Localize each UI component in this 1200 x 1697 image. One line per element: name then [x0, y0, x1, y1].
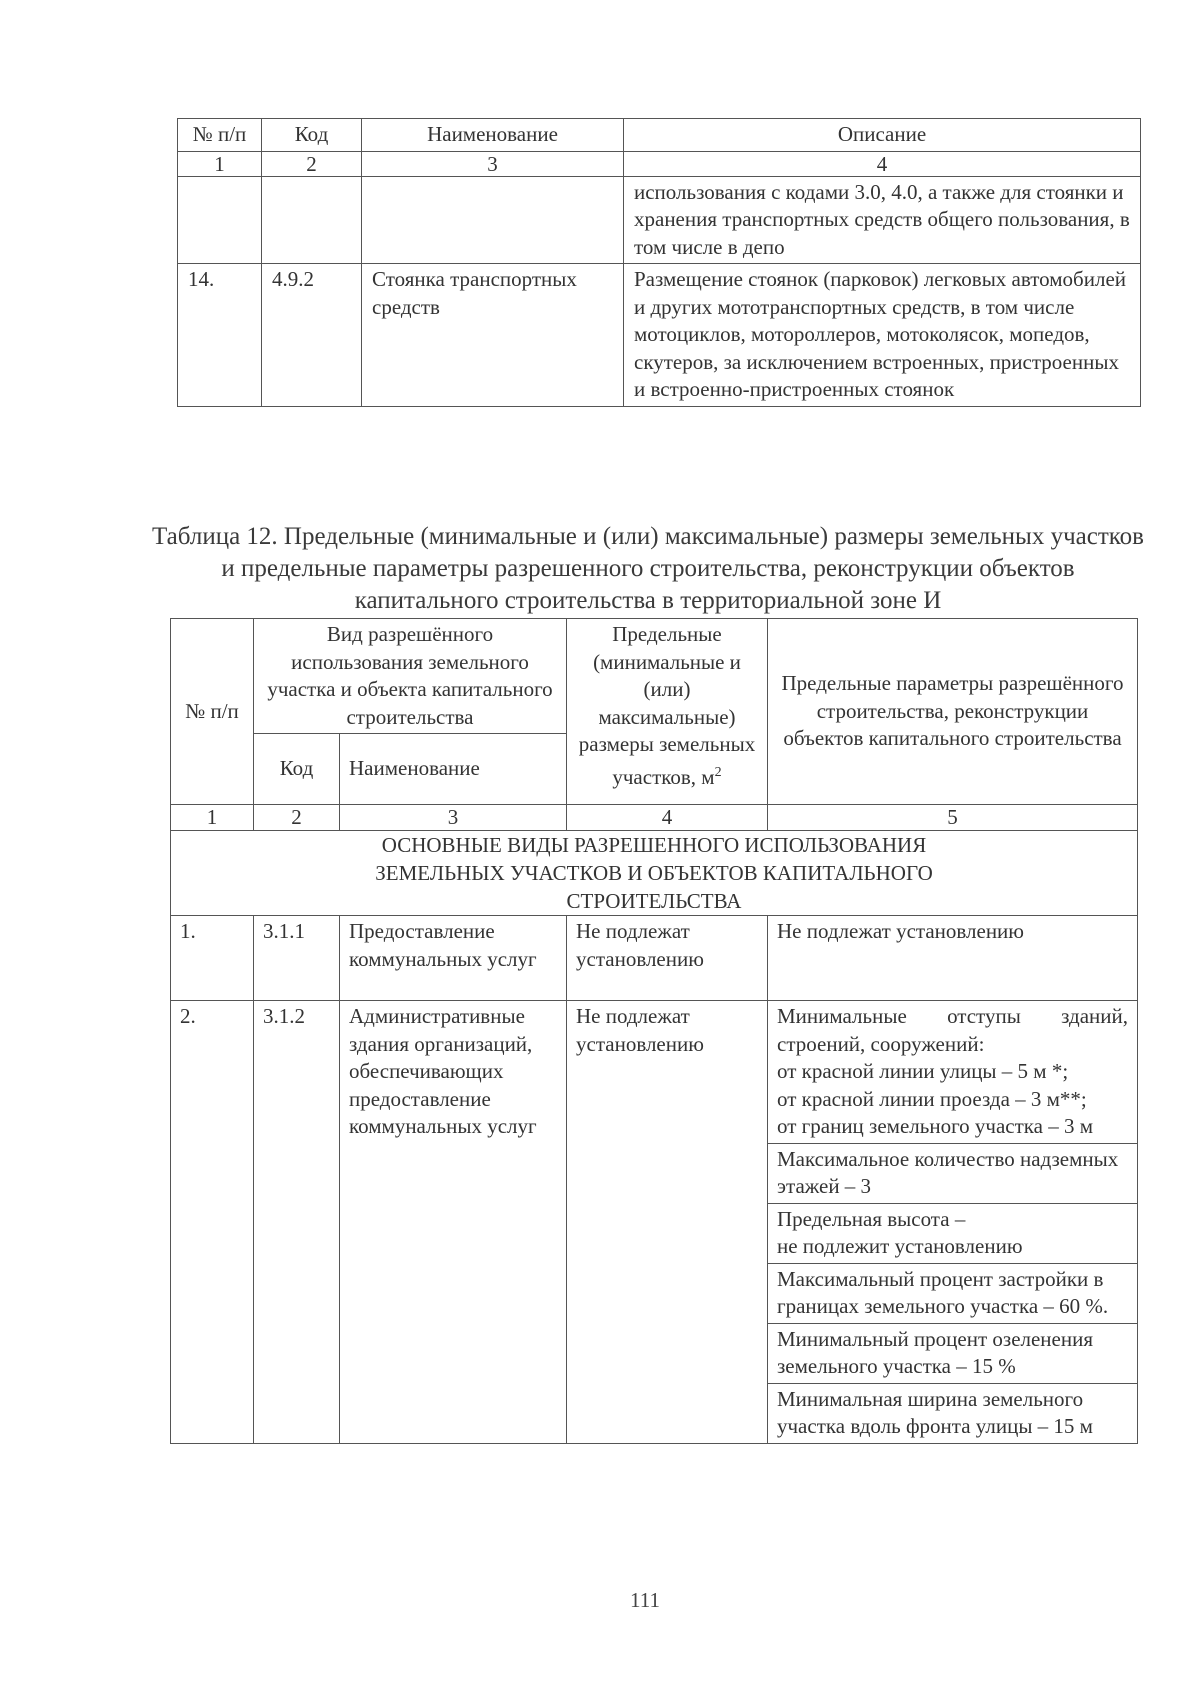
row-size: Не подлежат установлению: [567, 1001, 768, 1444]
table-caption: Таблица 12. Предельные (минимальные и (или) максимальные) размеры земельных участков и предельные параметры разрешенного строительства, реконструкции объектов капитального строительства в территориальной зоне И: [152, 523, 1144, 614]
col-number: 1: [171, 805, 254, 831]
col-number: 2: [254, 805, 340, 831]
param-line: от красной линии улицы – 5 м *;: [777, 1059, 1069, 1083]
header-num: № п/п: [178, 119, 262, 152]
main-header-row: [171, 619, 1138, 734]
top-table-header-row: [178, 119, 1141, 152]
header-name: Наименование: [340, 734, 567, 805]
param-line: Предельная высота –: [777, 1206, 966, 1231]
table-row: [178, 264, 1141, 407]
param-coverage: Максимальный процент застройки в границах земельного участка – 60 %.: [768, 1263, 1138, 1323]
row-name: Предоставление коммунальных услуг: [340, 916, 567, 1001]
top-table-colnum-row: [178, 151, 1141, 176]
header-sizes: [567, 619, 768, 805]
header-params: Предельные параметры разрешённого строительства, реконструкции объектов капитального строительства: [768, 619, 1138, 805]
section-title: ОСНОВНЫЕ ВИДЫ РАЗРЕШЕННОГО ИСПОЛЬЗОВАНИЯ ЗЕМЕЛЬНЫХ УЧАСТКОВ И ОБЪЕКТОВ КАПИТАЛЬНОГО СТРОИТЕЛЬСТВА: [171, 831, 1138, 916]
param-width: Минимальная ширина земельного участка вдоль фронта улицы – 15 м: [768, 1383, 1138, 1443]
row-name: Стоянка транспортных средств: [362, 264, 624, 407]
header-code: Код: [262, 119, 362, 152]
row-num: 1.: [171, 916, 254, 1001]
header-sizes-text: Предельные (минимальные и (или) максимальные) размеры земельных участков, м: [578, 622, 756, 789]
row-param: Не подлежат установлению: [768, 916, 1138, 1001]
row-description: Размещение стоянок (парковок) легковых автомобилей и других мототранспортных средств, в том числе мотоциклов, мотороллеров, мотоколясок, мопедов, скутеров, за исключением встроенных, пристроенных и встроенно-пристроенных стоянок: [624, 264, 1141, 407]
row-code: 4.9.2: [262, 264, 362, 407]
col-number: 4: [624, 151, 1141, 176]
col-number: 4: [567, 805, 768, 831]
row-num: [178, 176, 262, 264]
col-number: 3: [340, 805, 567, 831]
header-sizes-sup: 2: [714, 764, 722, 780]
header-name: Наименование: [362, 119, 624, 152]
col-number: 3: [362, 151, 624, 176]
param-setbacks: [768, 1001, 1138, 1144]
header-num: № п/п: [171, 619, 254, 805]
table-row: [178, 176, 1141, 264]
param-line: не подлежит установлению: [777, 1234, 1023, 1258]
col-number: 2: [262, 151, 362, 176]
table-row: [171, 1001, 1138, 1144]
col-number: 5: [768, 805, 1138, 831]
main-colnum-row: [171, 805, 1138, 831]
main-table: [170, 618, 1138, 1444]
param-line: Минимальные отступы зданий, строений, сооружений:: [777, 1004, 1128, 1056]
param-line: от красной линии проезда – 3 м**;: [777, 1086, 1087, 1111]
table-row: [171, 916, 1138, 1001]
header-code: Код: [254, 734, 340, 805]
row-code: 3.1.2: [254, 1001, 340, 1444]
row-name: Административные здания организаций, обеспечивающих предоставление коммунальных услуг: [340, 1001, 567, 1444]
header-vid-group: Вид разрешённого использования земельного участка и объекта капитального строительства: [254, 619, 567, 734]
section-row: [171, 831, 1138, 916]
row-num: 2.: [171, 1001, 254, 1444]
param-greening: Минимальный процент озеленения земельного участка – 15 %: [768, 1323, 1138, 1383]
row-description: использования с кодами 3.0, 4.0, а также для стоянки и хранения транспортных средств общего пользования, в том числе в депо: [624, 176, 1141, 264]
row-code: [262, 176, 362, 264]
param-line: от границ земельного участка – 3 м: [777, 1114, 1094, 1138]
row-name: [362, 176, 624, 264]
col-number: 1: [178, 151, 262, 176]
header-description: Описание: [624, 119, 1141, 152]
row-code: 3.1.1: [254, 916, 340, 1001]
row-num: 14.: [178, 264, 262, 407]
param-floors: Максимальное количество надземных этажей – 3: [768, 1143, 1138, 1203]
page-number: 111: [630, 1588, 660, 1612]
row-size: Не подлежат установлению: [567, 916, 768, 1001]
top-table: [177, 118, 1141, 407]
param-height: [768, 1203, 1138, 1263]
